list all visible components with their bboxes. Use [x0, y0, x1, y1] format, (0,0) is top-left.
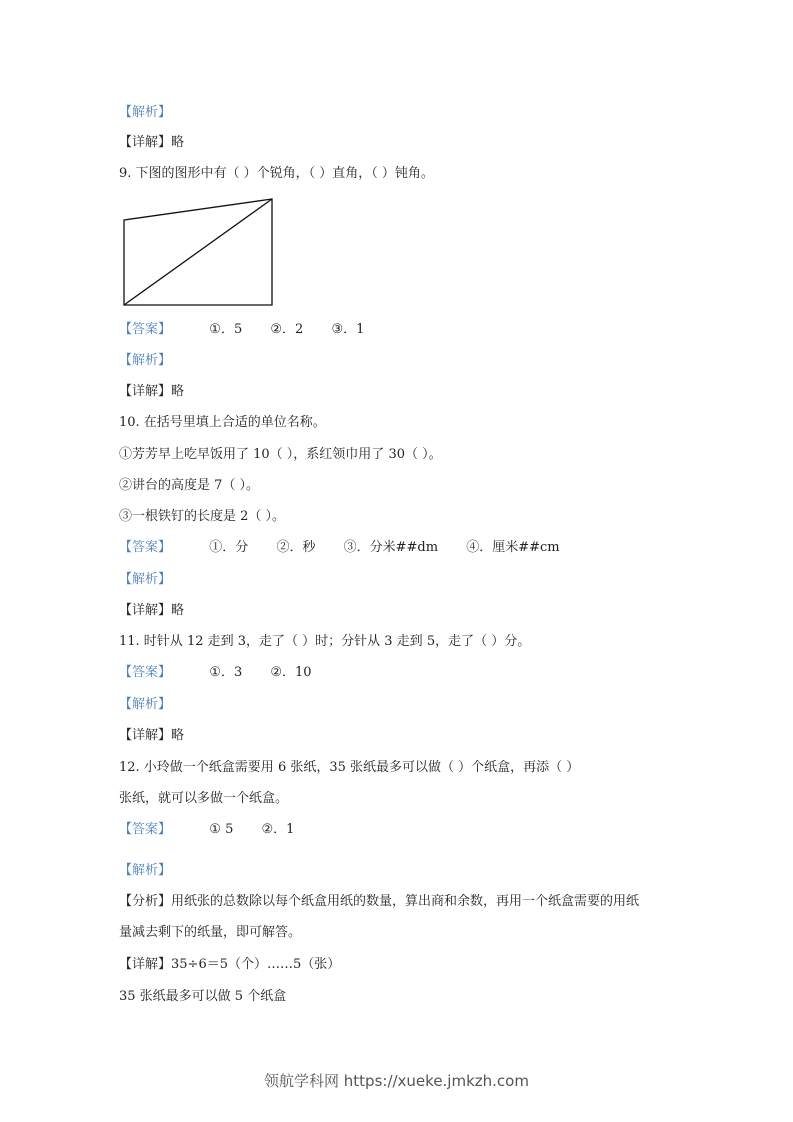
q9-answer-2: ②．2 — [270, 322, 304, 337]
xiangjie-text: 略 — [171, 603, 185, 618]
daan-label: 【答案】 — [119, 322, 172, 337]
xiangjie-line — [119, 134, 184, 152]
q10-answer-4: ④．厘米##cm — [466, 540, 560, 555]
xiangjie-label: 【详解】 — [119, 384, 172, 399]
xiangjie-text: 略 — [171, 728, 185, 743]
xiangjie-text: 略 — [171, 135, 185, 150]
q12-answer-1: ① 5 — [209, 822, 234, 837]
q10-answer-1: ①．分 — [209, 540, 249, 555]
q9-answer-line — [119, 321, 388, 339]
q12-stem-line2: 张纸，就可以多做一个纸盒。 — [119, 791, 289, 806]
xiangjie-label: 【详解】 — [119, 135, 172, 150]
daan-label: 【答案】 — [119, 822, 172, 837]
fenxi-text: 用纸张的总数除以每个纸盒用纸的数量，算出商和余数，再用一个纸盒需要的用纸 — [171, 894, 640, 909]
q11-stem: 11. 时针从 12 走到 3，走了（ ）时；分针从 3 走到 5，走了（ ）分。 — [119, 634, 531, 649]
q12-fenxi-line1 — [119, 893, 639, 911]
daan-label: 【答案】 — [119, 540, 172, 555]
xiangjie-label: 【详解】 — [119, 603, 172, 618]
q10-answer-line — [119, 539, 584, 557]
q12-conclusion: 35 张纸最多可以做 5 个纸盒 — [119, 989, 287, 1004]
q10-jiexi-label: 【解析】 — [119, 572, 172, 587]
q11-answer-line — [119, 664, 336, 682]
q10-answer-2: ②．秒 — [276, 540, 316, 555]
q12-jiexi-label: 【解析】 — [119, 863, 172, 878]
q10-sub2: ②讲台的高度是 7（ ）。 — [119, 478, 260, 493]
q12-xiangjie-line — [119, 956, 340, 974]
q10-sub3: ③一根铁钉的长度是 2（ ）。 — [119, 509, 286, 524]
q12-stem-line1: 12. 小玲做一个纸盒需要用 6 张纸，35 张纸最多可以做（ ）个纸盒，再添（ ） — [119, 760, 580, 775]
q10-sub1: ①芳芳早上吃早饭用了 10（ ），系红领巾用了 30（ ）。 — [119, 447, 442, 462]
q9-answer-1: ①．5 — [209, 322, 243, 337]
q9-xiangjie-line — [119, 383, 184, 401]
xiangjie-text: 略 — [171, 384, 185, 399]
q11-jiexi-label: 【解析】 — [119, 697, 172, 712]
quadrilateral-with-diagonal-icon — [119, 195, 279, 310]
xiangjie-text: 35÷6＝5（个）……5（张） — [171, 957, 341, 972]
q11-xiangjie-line — [119, 727, 184, 745]
q9-answer-3: ③．1 — [331, 322, 365, 337]
q11-answer-2: ②．10 — [270, 665, 312, 680]
footer-watermark: 领航学科网 https://xueke.jmkzh.com — [264, 1072, 529, 1090]
xiangjie-label: 【详解】 — [119, 957, 172, 972]
q11-answer-1: ①．3 — [209, 665, 243, 680]
fenxi-label: 【分析】 — [119, 894, 172, 909]
q9-stem: 9. 下图的图形中有（ ）个锐角，（ ）直角，（ ）钝角。 — [119, 166, 434, 181]
q9-jiexi-label: 【解析】 — [119, 353, 172, 368]
jiexi-label: 【解析】 — [119, 105, 172, 120]
q10-answer-3: ③．分米##dm — [343, 540, 439, 555]
q12-answer-2: ②．1 — [261, 822, 295, 837]
q12-fenxi-line2: 量减去剩下的纸量，即可解答。 — [119, 925, 302, 940]
xiangjie-label: 【详解】 — [119, 728, 172, 743]
q10-xiangjie-line — [119, 602, 184, 620]
q10-stem: 10. 在括号里填上合适的单位名称。 — [119, 415, 326, 430]
daan-label: 【答案】 — [119, 665, 172, 680]
q12-answer-line — [119, 821, 318, 839]
